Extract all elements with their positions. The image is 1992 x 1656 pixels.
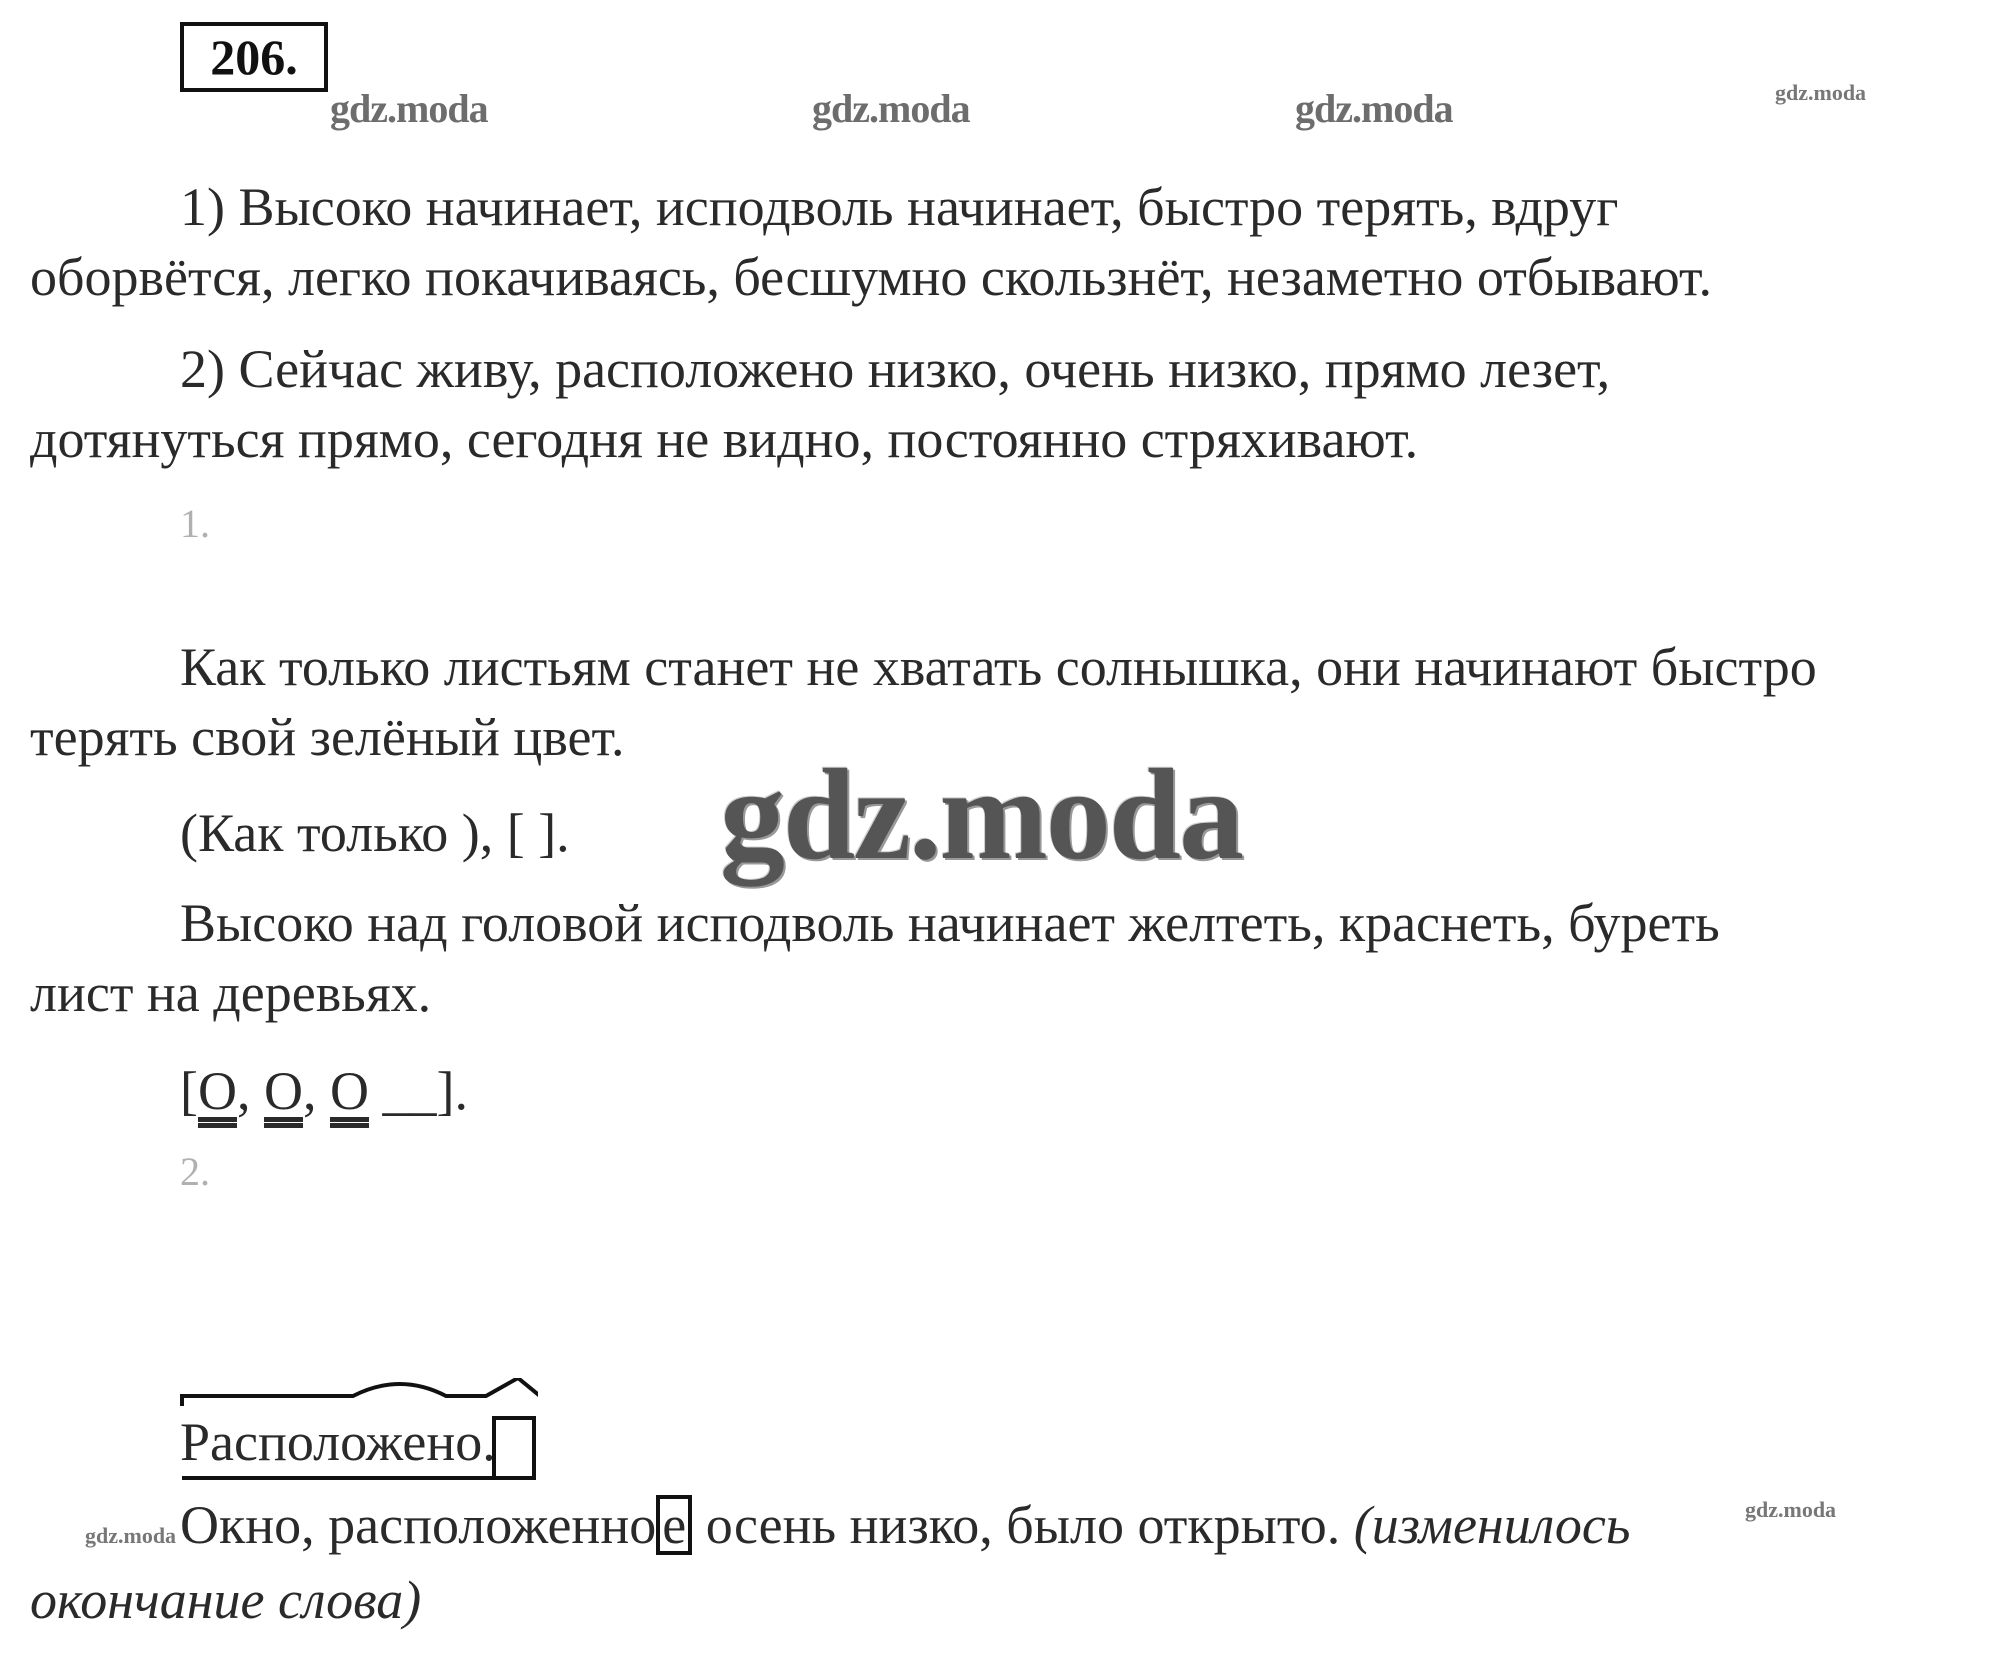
section1-label: 1. [180, 501, 210, 546]
part1-line2: оборвётся, легко покачиваясь, бесшумно скользнёт, незаметно отбывают. [30, 247, 1712, 307]
exercise-number: 206. [180, 22, 328, 92]
section1-sentence2-line1: Высоко над головой исподволь начинает желтеть, краснеть, буреть [180, 893, 1720, 953]
section2-word: Расположено. [180, 1412, 496, 1472]
scheme-item: О [197, 1061, 237, 1121]
note-line1: (изменилось [1353, 1495, 1631, 1555]
section1-sentence-line1: Как только листьям станет не хватать солнышка, они начинают быстро [180, 637, 1817, 697]
section1-scheme: (Как только ), [ ]. [180, 803, 570, 863]
root-arc [182, 1378, 538, 1406]
example-start: Окно, расположенно [180, 1495, 657, 1555]
scheme-separator: , [236, 1061, 264, 1121]
note-line2: окончание слова) [30, 1570, 422, 1630]
ending-box: е [656, 1495, 692, 1555]
section1-sentence2-line2: лист на деревьях. [30, 963, 432, 1023]
scheme-separator: , [302, 1061, 330, 1121]
suffix-box [494, 1418, 534, 1478]
part1-line1: 1) Высоко начинает, исподволь начинает, быстро терять, вдруг [180, 177, 1619, 237]
watermark: gdz.moda [1745, 1497, 1837, 1522]
watermark: gdz.moda [330, 86, 488, 131]
watermark: gdz.moda [812, 86, 970, 131]
scheme-item: О [263, 1061, 303, 1121]
watermark-large: gdz.moda [720, 743, 1243, 887]
scheme-bracket-open: [ [180, 1061, 198, 1121]
watermark: gdz.moda [1295, 86, 1453, 131]
part2-line1: 2) Сейчас живу, расположено низко, очень низко, прямо лезет, [180, 339, 1611, 399]
scheme-item: О [329, 1061, 369, 1121]
section2-label: 2. [180, 1149, 210, 1194]
scheme-bracket-close: __]. [368, 1061, 468, 1121]
section2-example [180, 1490, 1630, 1560]
part2-line2: дотянуться прямо, сегодня не видно, постоянно стряхивают. [30, 409, 1419, 469]
watermark: gdz.moda [1775, 80, 1867, 105]
section1-sentence-line2: терять свой зелёный цвет. [30, 707, 625, 767]
watermark: gdz.moda [85, 1523, 177, 1548]
section1-scheme2 [180, 1056, 468, 1126]
example-rest: осень низко, было открыто. [692, 1495, 1354, 1555]
